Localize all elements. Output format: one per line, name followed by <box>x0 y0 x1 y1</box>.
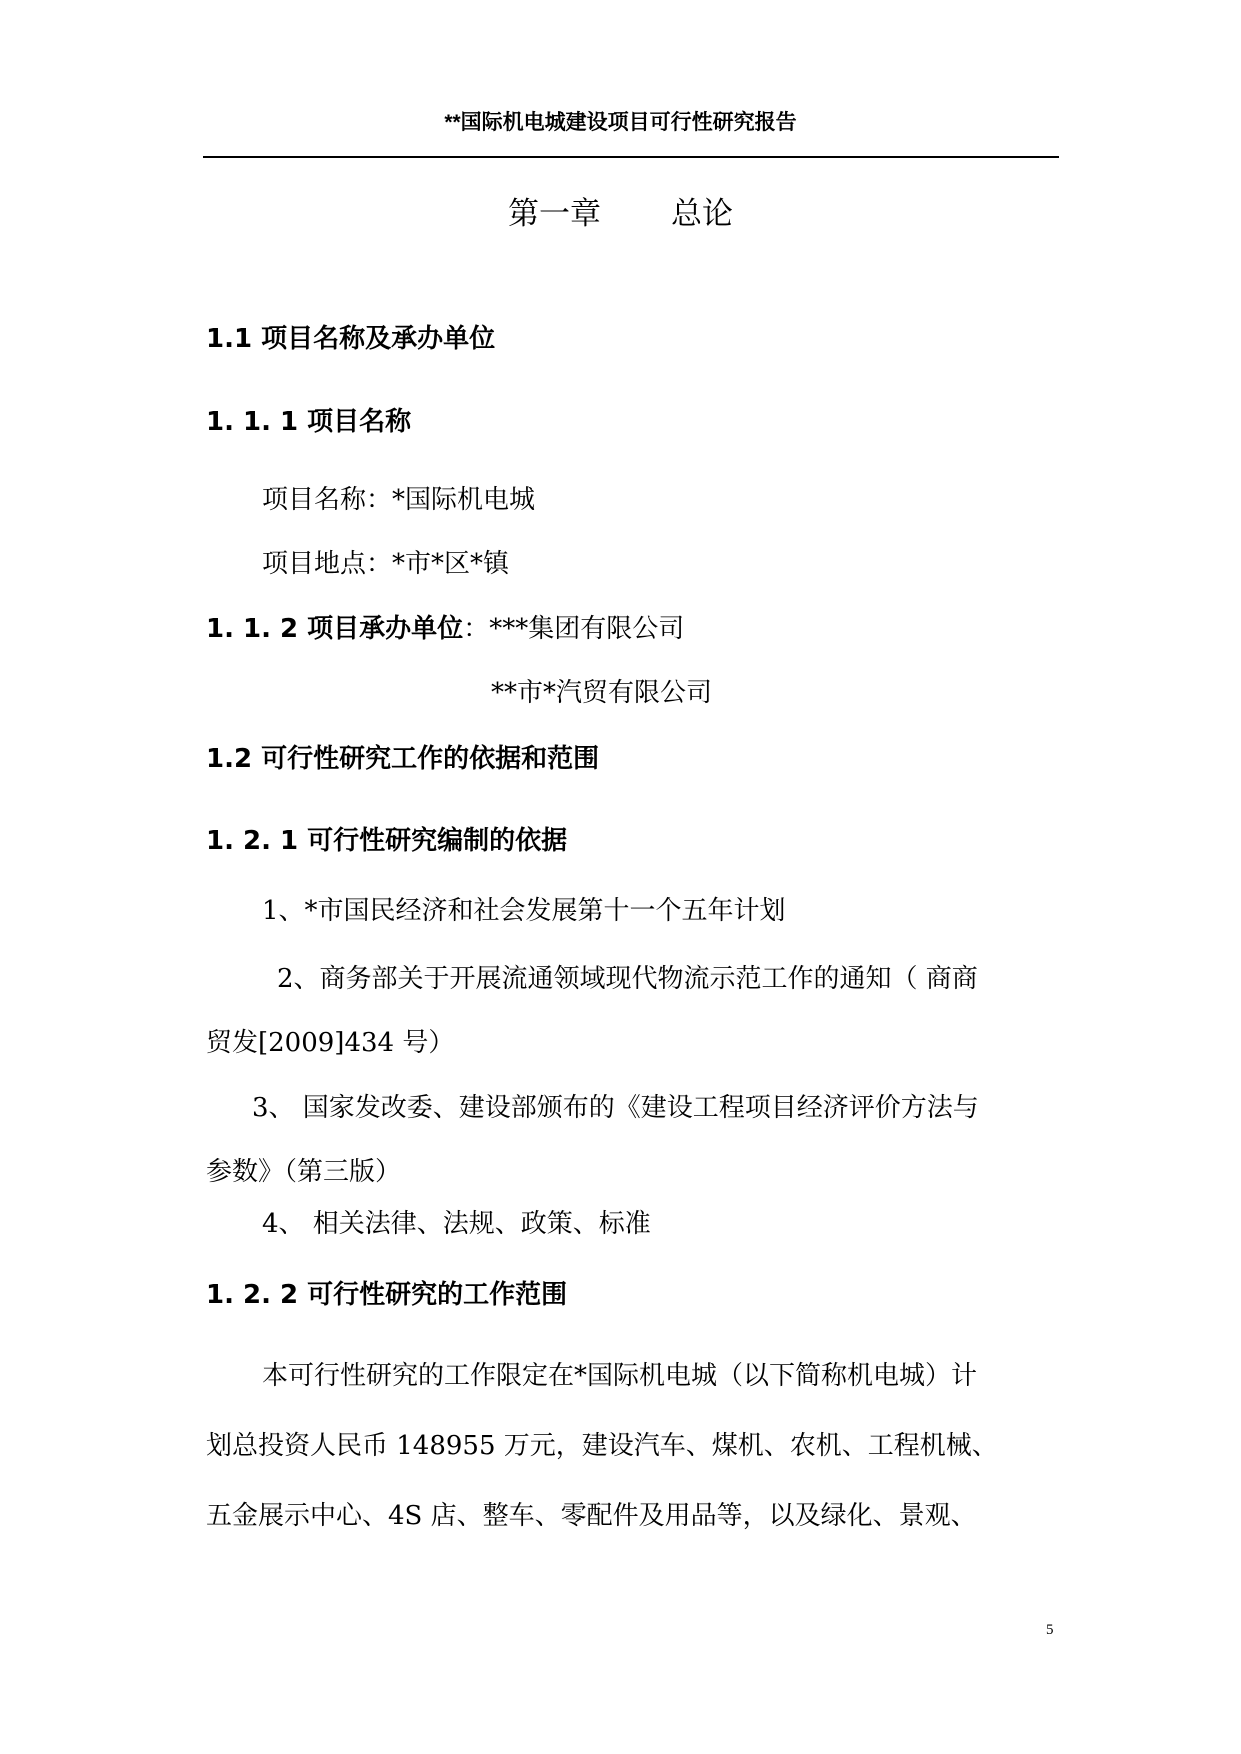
basis-item-4: 4、 相关法律、法规、政策、标准 <box>262 1209 651 1239</box>
scope-paragraph-line-2: 划总投资人民币 148955 万元，建设汽车、煤机、农机、工程机械、 <box>206 1431 998 1461</box>
section-heading-1-2: 1.2 可行性研究工作的依据和范围 <box>206 744 600 774</box>
basis-item-2-line-1: 2、商务部关于开展流通领域现代物流示范工作的通知（ 商商 <box>277 964 978 994</box>
section-heading-1-2-2: 1. 2. 2 可行性研究的工作范围 <box>206 1280 568 1310</box>
scope-paragraph-line-3: 五金展示中心、4S 店、整车、零配件及用品等，以及绿化、景观、 <box>206 1501 977 1531</box>
organizer-secondary: **市*汽贸有限公司 <box>491 678 713 708</box>
running-header-title: **国际机电城建设项目可行性研究报告 <box>444 111 797 134</box>
section-heading-1-1-2 <box>206 608 684 645</box>
section-heading-1-1-1: 1. 1. 1 项目名称 <box>206 407 412 437</box>
chapter-heading <box>0 188 1241 233</box>
section-heading-1-2-1: 1. 2. 1 可行性研究编制的依据 <box>206 826 568 856</box>
project-location-line: 项目地点：*市*区*镇 <box>262 549 510 579</box>
chapter-number: 第一章 <box>508 196 601 232</box>
basis-item-2-line-2: 贸发[2009]434 号） <box>206 1028 455 1058</box>
basis-item-3-line-1: 3、 国家发改委、建设部颁布的《建设工程项目经济评价方法与 <box>252 1093 979 1123</box>
chapter-title: 总论 <box>671 196 733 232</box>
organizer-primary: ***集团有限公司 <box>489 614 685 644</box>
section-heading-1-1-2-label: 1. 1. 2 项目承办单位 <box>206 614 464 644</box>
scope-paragraph-line-1: 本可行性研究的工作限定在*国际机电城（以下简称机电城）计 <box>262 1361 978 1391</box>
basis-item-1: 1、*市国民经济和社会发展第十一个五年计划 <box>262 896 786 926</box>
section-heading-1-1-2-colon: ： <box>463 614 490 644</box>
page-number: 5 <box>1046 1622 1054 1638</box>
section-heading-1-1: 1.1 项目名称及承办单位 <box>206 324 496 354</box>
project-name-line: 项目名称：*国际机电城 <box>262 485 536 515</box>
basis-item-3-line-2: 参数》（第三版） <box>206 1157 402 1187</box>
header-divider <box>203 156 1059 158</box>
